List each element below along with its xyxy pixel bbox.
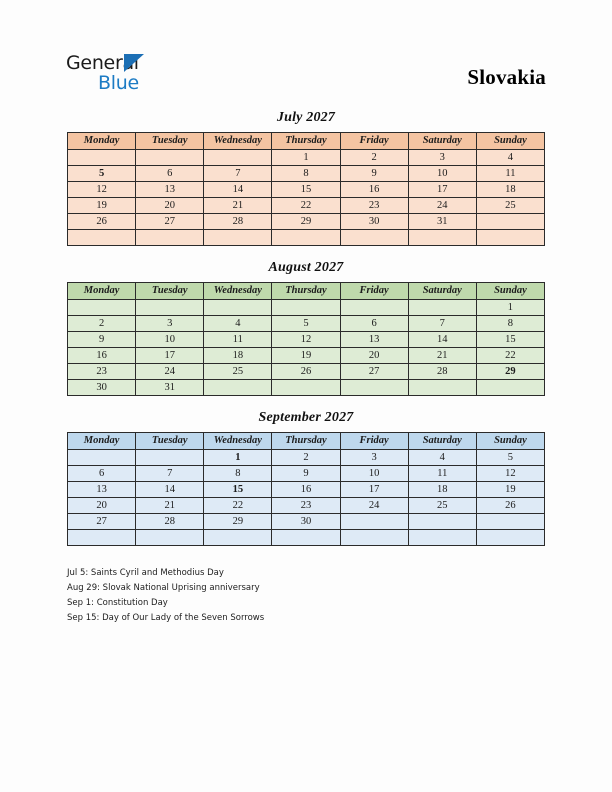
calendar-week-row <box>68 482 545 498</box>
calendar-day[interactable]: 19 <box>272 348 340 364</box>
calendar-day-holiday[interactable]: 1 <box>204 450 272 466</box>
weekday-header-monday: Monday <box>68 283 136 300</box>
calendar-day[interactable]: 17 <box>136 348 204 364</box>
calendar-day[interactable]: 8 <box>204 466 272 482</box>
calendar-day-empty <box>408 530 476 546</box>
calendar-day[interactable]: 14 <box>136 482 204 498</box>
calendar-day[interactable]: 3 <box>136 316 204 332</box>
calendar-day-empty <box>68 530 136 546</box>
calendar-day-empty <box>340 514 408 530</box>
calendar-day[interactable]: 21 <box>408 348 476 364</box>
calendar-day[interactable]: 13 <box>340 332 408 348</box>
calendar-day-empty <box>476 230 544 246</box>
calendar-day[interactable]: 8 <box>476 316 544 332</box>
calendar-day-empty <box>272 380 340 396</box>
weekday-header-row <box>68 433 545 450</box>
calendar-day-empty <box>476 214 544 230</box>
weekday-header-sunday: Sunday <box>476 283 544 300</box>
calendar-day-empty <box>204 230 272 246</box>
calendar-day-empty <box>408 380 476 396</box>
calendar-day[interactable]: 30 <box>340 214 408 230</box>
weekday-header-tuesday: Tuesday <box>136 133 204 150</box>
calendar-body <box>68 150 545 246</box>
calendar-table <box>67 282 545 396</box>
calendar-day-holiday[interactable]: 5 <box>68 166 136 182</box>
calendar-day[interactable]: 20 <box>340 348 408 364</box>
calendar-week-row <box>68 198 545 214</box>
calendar-day[interactable]: 7 <box>408 316 476 332</box>
calendar-day-holiday[interactable]: 29 <box>476 364 544 380</box>
month-block-august <box>67 260 545 396</box>
calendar-day[interactable]: 27 <box>340 364 408 380</box>
calendar-day[interactable]: 20 <box>136 198 204 214</box>
calendar-day-empty <box>340 380 408 396</box>
weekday-header-thursday: Thursday <box>272 433 340 450</box>
weekday-header-row <box>68 283 545 300</box>
calendar-day-empty <box>204 530 272 546</box>
calendar-day[interactable]: 13 <box>68 482 136 498</box>
calendar-day[interactable]: 8 <box>272 166 340 182</box>
calendar-day-empty <box>136 150 204 166</box>
calendar-week-row <box>68 150 545 166</box>
calendar-week-row <box>68 300 545 316</box>
holiday-legend-list <box>67 566 537 626</box>
calendar-week-row <box>68 166 545 182</box>
calendar-day[interactable]: 4 <box>476 150 544 166</box>
calendar-day[interactable]: 23 <box>68 364 136 380</box>
calendar-day-empty <box>340 300 408 316</box>
calendar-table <box>67 132 545 246</box>
calendar-day[interactable]: 16 <box>340 182 408 198</box>
calendar-day[interactable]: 18 <box>408 482 476 498</box>
calendar-day[interactable]: 12 <box>476 466 544 482</box>
calendar-day[interactable]: 12 <box>68 182 136 198</box>
calendar-day[interactable]: 29 <box>204 514 272 530</box>
weekday-header-monday: Monday <box>68 433 136 450</box>
calendar-day-empty <box>408 300 476 316</box>
calendar-day[interactable]: 21 <box>136 498 204 514</box>
calendar-day-empty <box>408 230 476 246</box>
calendar-day-empty <box>476 530 544 546</box>
weekday-header-sunday: Sunday <box>476 133 544 150</box>
calendar-week-row <box>68 332 545 348</box>
general-blue-logo <box>66 52 171 98</box>
calendar-day[interactable]: 6 <box>68 466 136 482</box>
calendar-day[interactable]: 3 <box>340 450 408 466</box>
weekday-header-wednesday: Wednesday <box>204 283 272 300</box>
calendar-day[interactable]: 19 <box>476 482 544 498</box>
calendar-day[interactable]: 1 <box>476 300 544 316</box>
calendar-day-empty <box>136 230 204 246</box>
calendar-day[interactable]: 6 <box>340 316 408 332</box>
calendar-day[interactable]: 24 <box>136 364 204 380</box>
calendar-day[interactable]: 9 <box>272 466 340 482</box>
weekday-header-friday: Friday <box>340 133 408 150</box>
logo-text-general: General <box>66 52 139 74</box>
calendar-day[interactable]: 3 <box>408 150 476 166</box>
weekday-header-saturday: Saturday <box>408 133 476 150</box>
calendar-day-holiday[interactable]: 15 <box>204 482 272 498</box>
calendar-day[interactable]: 16 <box>272 482 340 498</box>
calendar-day-empty <box>408 514 476 530</box>
weekday-header-tuesday: Tuesday <box>136 433 204 450</box>
calendar-day[interactable]: 17 <box>408 182 476 198</box>
calendar-day[interactable]: 7 <box>204 166 272 182</box>
calendar-head <box>68 133 545 150</box>
calendar-day[interactable]: 24 <box>340 498 408 514</box>
calendar-day-empty <box>68 300 136 316</box>
calendar-day[interactable]: 17 <box>340 482 408 498</box>
calendar-table <box>67 432 545 546</box>
calendar-day[interactable]: 15 <box>476 332 544 348</box>
weekday-header-saturday: Saturday <box>408 433 476 450</box>
calendar-day[interactable]: 2 <box>68 316 136 332</box>
calendar-day[interactable]: 26 <box>272 364 340 380</box>
month-title: August 2027 <box>268 260 344 275</box>
calendar-day-empty <box>204 380 272 396</box>
weekday-header-sunday: Sunday <box>476 433 544 450</box>
calendar-day-empty <box>476 380 544 396</box>
calendar-week-row <box>68 214 545 230</box>
calendar-day[interactable]: 25 <box>204 364 272 380</box>
calendar-day[interactable]: 16 <box>68 348 136 364</box>
weekday-header-friday: Friday <box>340 283 408 300</box>
calendar-week-row <box>68 380 545 396</box>
weekday-header-wednesday: Wednesday <box>204 133 272 150</box>
calendar-day[interactable]: 22 <box>272 198 340 214</box>
calendar-day[interactable]: 18 <box>204 348 272 364</box>
month-block-july <box>67 110 545 246</box>
calendar-day[interactable]: 28 <box>136 514 204 530</box>
weekday-header-monday: Monday <box>68 133 136 150</box>
calendar-week-row <box>68 530 545 546</box>
calendar-day[interactable]: 22 <box>476 348 544 364</box>
calendar-day-empty <box>136 300 204 316</box>
calendar-day[interactable]: 30 <box>68 380 136 396</box>
calendar-body <box>68 300 545 396</box>
calendar-day[interactable]: 22 <box>204 498 272 514</box>
calendar-week-row <box>68 466 545 482</box>
calendar-day[interactable]: 20 <box>68 498 136 514</box>
page-title: Slovakia <box>467 65 546 89</box>
calendar-day[interactable]: 1 <box>272 150 340 166</box>
calendar-week-row <box>68 182 545 198</box>
calendar-day[interactable]: 27 <box>136 214 204 230</box>
calendar-head <box>68 283 545 300</box>
calendar-day-empty <box>204 300 272 316</box>
calendar-day-empty <box>68 230 136 246</box>
calendar-day[interactable]: 31 <box>136 380 204 396</box>
weekday-header-friday: Friday <box>340 433 408 450</box>
calendar-day[interactable]: 23 <box>340 198 408 214</box>
calendar-day[interactable]: 7 <box>136 466 204 482</box>
calendar-day[interactable]: 26 <box>68 214 136 230</box>
calendar-day[interactable]: 13 <box>136 182 204 198</box>
calendar-day-empty <box>272 230 340 246</box>
calendar-day-empty <box>476 514 544 530</box>
calendar-day[interactable]: 25 <box>408 498 476 514</box>
calendar-body <box>68 450 545 546</box>
calendar-day[interactable]: 2 <box>272 450 340 466</box>
calendar-day-empty <box>68 450 136 466</box>
calendar-day[interactable]: 18 <box>476 182 544 198</box>
calendar-head <box>68 433 545 450</box>
list-item: Jul 5: Saints Cyril and Methodius Day <box>67 568 224 578</box>
calendar-day-empty <box>340 230 408 246</box>
calendar-day[interactable]: 10 <box>408 166 476 182</box>
weekday-header-saturday: Saturday <box>408 283 476 300</box>
calendar-day-empty <box>68 150 136 166</box>
weekday-header-thursday: Thursday <box>272 133 340 150</box>
calendar-day[interactable]: 25 <box>476 198 544 214</box>
calendar-week-row <box>68 364 545 380</box>
calendar-day[interactable]: 4 <box>408 450 476 466</box>
calendar-day[interactable]: 2 <box>340 150 408 166</box>
calendar-week-row <box>68 230 545 246</box>
calendar-day[interactable]: 14 <box>204 182 272 198</box>
weekday-header-thursday: Thursday <box>272 283 340 300</box>
calendar-day[interactable]: 11 <box>204 332 272 348</box>
calendar-day-empty <box>204 150 272 166</box>
calendar-day[interactable]: 31 <box>408 214 476 230</box>
calendar-day-empty <box>136 530 204 546</box>
calendar-day[interactable]: 19 <box>68 198 136 214</box>
list-item: Aug 29: Slovak National Uprising anniversary <box>67 583 260 593</box>
calendar-day[interactable]: 30 <box>272 514 340 530</box>
calendar-day[interactable]: 5 <box>272 316 340 332</box>
page-header <box>0 0 612 105</box>
calendar-day[interactable]: 23 <box>272 498 340 514</box>
calendar-day[interactable]: 11 <box>408 466 476 482</box>
calendar-day[interactable]: 6 <box>136 166 204 182</box>
calendar-day[interactable]: 26 <box>476 498 544 514</box>
weekday-header-wednesday: Wednesday <box>204 433 272 450</box>
calendar-day[interactable]: 10 <box>340 466 408 482</box>
calendar-day[interactable]: 12 <box>272 332 340 348</box>
calendar-day[interactable]: 4 <box>204 316 272 332</box>
weekday-header-tuesday: Tuesday <box>136 283 204 300</box>
month-block-september <box>67 410 545 546</box>
calendar-day-empty <box>136 450 204 466</box>
calendar-day[interactable]: 27 <box>68 514 136 530</box>
calendar-day[interactable]: 24 <box>408 198 476 214</box>
calendar-day[interactable]: 14 <box>408 332 476 348</box>
calendar-day[interactable]: 9 <box>340 166 408 182</box>
calendar-day[interactable]: 28 <box>408 364 476 380</box>
calendar-day-empty <box>340 530 408 546</box>
calendar-week-row <box>68 348 545 364</box>
calendar-week-row <box>68 450 545 466</box>
calendar-day[interactable]: 28 <box>204 214 272 230</box>
calendar-week-row <box>68 316 545 332</box>
list-item: Sep 1: Constitution Day <box>67 598 168 608</box>
calendar-week-row <box>68 514 545 530</box>
month-title: September 2027 <box>258 410 354 425</box>
calendar-day-empty <box>272 530 340 546</box>
calendar-day[interactable]: 5 <box>476 450 544 466</box>
calendar-week-row <box>68 498 545 514</box>
calendar-day[interactable]: 29 <box>272 214 340 230</box>
calendar-day[interactable]: 21 <box>204 198 272 214</box>
list-item: Sep 15: Day of Our Lady of the Seven Sorrows <box>67 613 265 623</box>
calendar-day[interactable]: 15 <box>272 182 340 198</box>
month-title: July 2027 <box>276 110 336 125</box>
calendar-day-empty <box>272 300 340 316</box>
calendar-day[interactable]: 9 <box>68 332 136 348</box>
logo-text-blue: Blue <box>98 72 139 94</box>
weekday-header-row <box>68 133 545 150</box>
triangle-icon <box>124 54 144 72</box>
calendar-day[interactable]: 11 <box>476 166 544 182</box>
calendar-day[interactable]: 10 <box>136 332 204 348</box>
